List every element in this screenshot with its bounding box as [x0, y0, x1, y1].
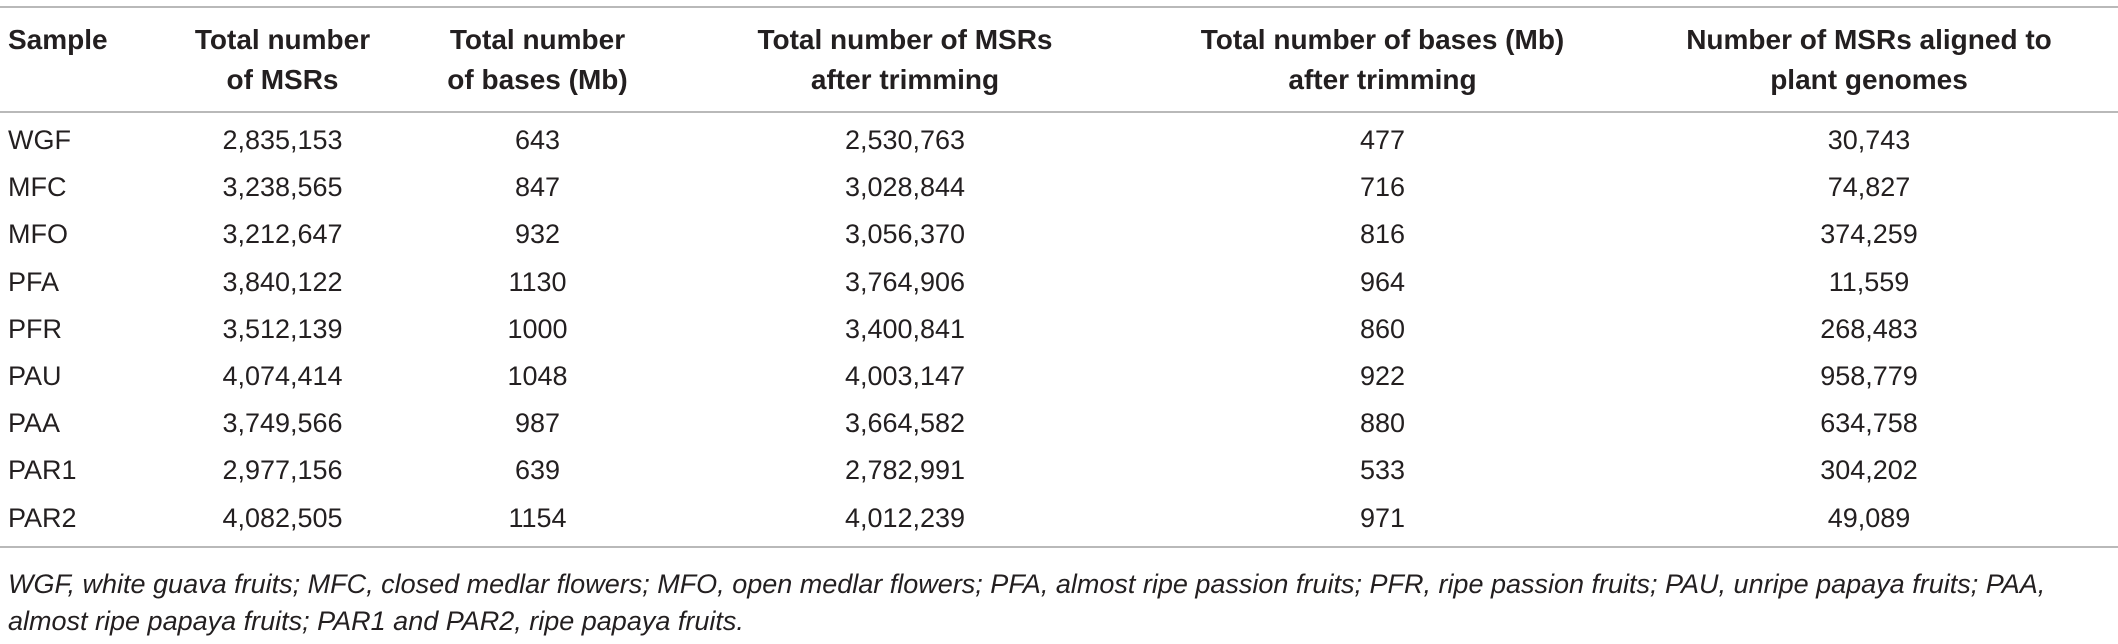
cell-msrs-aligned: 49,089: [1827, 502, 1911, 533]
cell-msrs-after-trimming: 4,012,239: [844, 502, 966, 533]
cell-total-bases: 639: [514, 455, 561, 486]
table-row: [0, 400, 2118, 447]
table-body: [0, 112, 2118, 547]
cell-total-msrs: 3,238,565: [222, 172, 343, 203]
cell-total-bases: 1048: [507, 361, 568, 392]
cell-msrs-aligned: 11,559: [1828, 266, 1910, 297]
cell-msrs-aligned: 268,483: [1820, 313, 1918, 344]
cell-bases-after-trimming: 971: [1359, 502, 1406, 533]
table-row: [0, 447, 2118, 494]
cell-total-msrs: 3,512,139: [222, 313, 343, 344]
cell-sample: PFA: [8, 266, 60, 297]
cell-total-bases: 987: [514, 408, 561, 439]
table-footnote: WGF, white guava fruits; MFC, closed medlar flowers; MFO, open medlar flowers; PFA, almost ripe passion fruits; PFR, ripe passion fruits; PAU, unripe papaya fruits; PAA, almost ripe papaya fruits; PAR1 and PAR2, ripe papaya fruits.: [8, 569, 2046, 636]
cell-msrs-after-trimming: 2,530,763: [844, 125, 966, 156]
cell-total-bases: 643: [514, 125, 561, 156]
cell-total-msrs: 4,082,505: [222, 502, 343, 533]
cell-bases-after-trimming: 716: [1359, 172, 1406, 203]
cell-total-bases: 1130: [508, 266, 567, 297]
cell-total-msrs: 3,749,566: [222, 408, 343, 439]
header-msrs-after-trimming: Total number of MSRs after trimming: [757, 24, 1053, 95]
table-row: [0, 353, 2118, 400]
cell-sample: MFO: [8, 219, 68, 250]
cell-total-bases: 932: [514, 219, 561, 250]
table-row: [0, 164, 2118, 211]
header-bases-after-trimming: Total number of bases (Mb) after trimming: [1200, 24, 1565, 95]
table-row: [0, 259, 2118, 306]
cell-msrs-after-trimming: 3,028,844: [844, 172, 966, 203]
cell-msrs-after-trimming: 3,400,841: [844, 313, 966, 344]
header-total-msrs: Total number of MSRs: [194, 24, 371, 95]
cell-total-msrs: 4,074,414: [222, 361, 343, 392]
table-row: [0, 495, 2118, 547]
cell-msrs-after-trimming: 3,664,582: [844, 408, 966, 439]
cell-msrs-aligned: 634,758: [1820, 408, 1918, 439]
cell-msrs-aligned: 304,202: [1820, 455, 1918, 486]
cell-sample: PAA: [8, 408, 61, 439]
cell-total-bases: 1000: [507, 313, 568, 344]
cell-bases-after-trimming: 533: [1359, 455, 1406, 486]
cell-bases-after-trimming: 816: [1359, 219, 1406, 250]
cell-sample: PAR1: [8, 455, 77, 486]
data-table: [0, 6, 2118, 548]
cell-bases-after-trimming: 964: [1359, 266, 1406, 297]
cell-msrs-aligned: 74,827: [1827, 172, 1911, 203]
table-header: [0, 7, 2118, 112]
cell-total-msrs: 2,977,156: [222, 455, 343, 486]
cell-sample: PAU: [8, 361, 62, 392]
table-row: [0, 211, 2118, 258]
header-sample: Sample: [8, 24, 108, 55]
table-row: [0, 306, 2118, 353]
cell-bases-after-trimming: 860: [1359, 313, 1406, 344]
cell-msrs-after-trimming: 3,056,370: [844, 219, 966, 250]
cell-msrs-after-trimming: 4,003,147: [844, 361, 966, 392]
cell-msrs-aligned: 374,259: [1820, 219, 1918, 250]
cell-msrs-aligned: 958,779: [1820, 361, 1918, 392]
cell-msrs-after-trimming: 3,764,906: [844, 266, 966, 297]
cell-msrs-aligned: 30,743: [1827, 125, 1911, 156]
header-total-bases: Total number of bases (Mb): [447, 24, 628, 95]
cell-sample: PFR: [8, 313, 62, 344]
header-msrs-aligned: Number of MSRs aligned to plant genomes: [1686, 24, 2052, 95]
cell-total-msrs: 3,212,647: [222, 219, 343, 250]
cell-sample: WGF: [8, 125, 71, 156]
cell-total-bases: 847: [514, 172, 561, 203]
cell-total-msrs: 2,835,153: [222, 125, 343, 156]
cell-total-bases: 1154: [508, 502, 567, 533]
table-row: [0, 112, 2118, 164]
cell-bases-after-trimming: 477: [1359, 125, 1406, 156]
cell-sample: MFC: [8, 172, 67, 203]
cell-sample: PAR2: [8, 502, 77, 533]
cell-msrs-after-trimming: 2,782,991: [844, 455, 966, 486]
header-row: [0, 7, 2118, 112]
cell-bases-after-trimming: 922: [1359, 361, 1406, 392]
cell-total-msrs: 3,840,122: [222, 266, 343, 297]
cell-bases-after-trimming: 880: [1359, 408, 1406, 439]
